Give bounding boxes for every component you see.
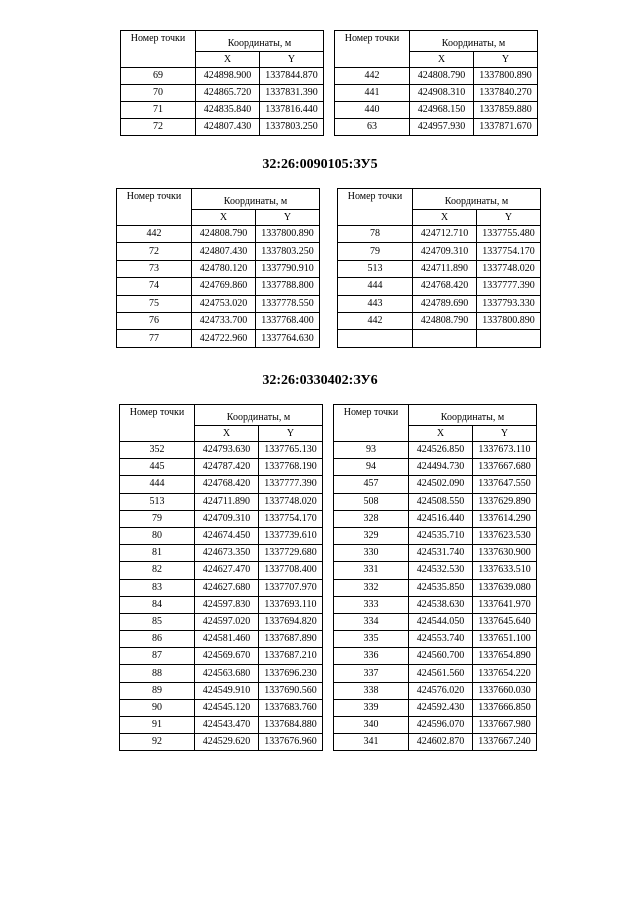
table-row <box>338 330 541 347</box>
cell-point: 75 <box>117 295 192 312</box>
cell-point: 87 <box>120 648 195 665</box>
coordinates-table <box>334 30 538 136</box>
cell-y: 1337777.390 <box>259 476 323 493</box>
table-row <box>121 119 324 136</box>
cell-x: 424535.710 <box>409 527 473 544</box>
table-row <box>335 102 538 119</box>
header-y: Y <box>473 426 537 442</box>
cell-y: 1337614.290 <box>473 510 537 527</box>
cell-x: 424808.790 <box>192 226 256 243</box>
header-y: Y <box>260 52 324 68</box>
cell-point: 63 <box>335 119 410 136</box>
cell-y: 1337755.480 <box>477 226 541 243</box>
table-row <box>120 648 323 665</box>
cell-point: 338 <box>334 682 409 699</box>
table-row <box>334 562 537 579</box>
header-point-number: Номер точки <box>338 189 413 226</box>
cell-x: 424581.460 <box>195 631 259 648</box>
cell-x: 424592.430 <box>409 699 473 716</box>
cell-x: 424627.680 <box>195 579 259 596</box>
cell-y: 1337654.890 <box>473 648 537 665</box>
cell-point: 78 <box>338 226 413 243</box>
cell-y: 1337788.800 <box>256 278 320 295</box>
cell-y: 1337683.760 <box>259 699 323 716</box>
cell-y: 1337687.210 <box>259 648 323 665</box>
table-row <box>120 442 323 459</box>
cell-x: 424769.860 <box>192 278 256 295</box>
header-y: Y <box>259 426 323 442</box>
header-coordinates: Координаты, м <box>195 405 323 426</box>
cell-point: 329 <box>334 527 409 544</box>
cell-point: 86 <box>120 631 195 648</box>
table-row <box>334 510 537 527</box>
cell-x: 424508.550 <box>409 493 473 510</box>
table-row <box>120 562 323 579</box>
header-x: X <box>192 210 256 226</box>
cell-y: 1337800.890 <box>474 68 538 85</box>
cell-point: 341 <box>334 734 409 751</box>
cell-point: 91 <box>120 717 195 734</box>
cell-x: 424535.850 <box>409 579 473 596</box>
cell-point: 72 <box>121 119 196 136</box>
coordinates-table <box>337 188 541 348</box>
cell-y: 1337778.550 <box>256 295 320 312</box>
cell-y: 1337666.850 <box>473 699 537 716</box>
table-row <box>338 260 541 277</box>
cell-point: 71 <box>121 102 196 119</box>
cell-x <box>413 330 477 347</box>
cell-point: 74 <box>117 278 192 295</box>
cell-y: 1337684.880 <box>259 717 323 734</box>
coordinates-table <box>120 30 324 136</box>
cell-y: 1337687.890 <box>259 631 323 648</box>
table-row <box>120 717 323 734</box>
table-row <box>120 527 323 544</box>
cell-point: 334 <box>334 613 409 630</box>
cell-y: 1337690.560 <box>259 682 323 699</box>
cell-y: 1337676.960 <box>259 734 323 751</box>
cell-y: 1337645.640 <box>473 613 537 630</box>
cell-x: 424529.620 <box>195 734 259 751</box>
header-point-number: Номер точки <box>334 405 409 442</box>
coordinates-table <box>119 404 323 751</box>
cell-x: 424709.310 <box>195 510 259 527</box>
cell-point: 445 <box>120 459 195 476</box>
cell-y: 1337803.250 <box>256 243 320 260</box>
cell-point: 331 <box>334 562 409 579</box>
cell-x: 424502.090 <box>409 476 473 493</box>
cell-x: 424908.310 <box>410 85 474 102</box>
cell-x: 424968.150 <box>410 102 474 119</box>
cell-point: 72 <box>117 243 192 260</box>
cell-x: 424722.960 <box>192 330 256 347</box>
cell-y: 1337647.550 <box>473 476 537 493</box>
table-row <box>338 226 541 243</box>
table-row <box>334 665 537 682</box>
cell-point: 332 <box>334 579 409 596</box>
cell-x: 424516.440 <box>409 510 473 527</box>
cell-x: 424768.420 <box>413 278 477 295</box>
cell-x: 424865.720 <box>196 85 260 102</box>
table-row <box>334 648 537 665</box>
cell-point: 508 <box>334 493 409 510</box>
table-row <box>120 545 323 562</box>
table-row <box>120 734 323 751</box>
cell-point: 440 <box>335 102 410 119</box>
cell-y: 1337764.630 <box>256 330 320 347</box>
cell-point: 79 <box>338 243 413 260</box>
cell-point: 513 <box>338 260 413 277</box>
cell-point: 337 <box>334 665 409 682</box>
cell-point: 92 <box>120 734 195 751</box>
cell-y: 1337748.020 <box>477 260 541 277</box>
section-title: 32:26:0330402:ЗУ6 <box>262 373 378 388</box>
cell-x: 424807.430 <box>192 243 256 260</box>
table-row <box>117 330 320 347</box>
cell-y: 1337800.890 <box>256 226 320 243</box>
cell-x: 424543.470 <box>195 717 259 734</box>
table-row <box>121 85 324 102</box>
cell-y: 1337748.020 <box>259 493 323 510</box>
header-y: Y <box>256 210 320 226</box>
cell-point: 90 <box>120 699 195 716</box>
cell-y: 1337859.880 <box>474 102 538 119</box>
cell-y: 1337641.970 <box>473 596 537 613</box>
cell-y: 1337754.170 <box>477 243 541 260</box>
cell-x: 424957.930 <box>410 119 474 136</box>
table-row <box>120 665 323 682</box>
cell-point: 333 <box>334 596 409 613</box>
header-coordinates: Координаты, м <box>413 189 541 210</box>
cell-x: 424789.690 <box>413 295 477 312</box>
cell-x: 424545.120 <box>195 699 259 716</box>
table-row <box>334 579 537 596</box>
table-row <box>338 295 541 312</box>
cell-point: 340 <box>334 717 409 734</box>
cell-x: 424733.700 <box>192 312 256 329</box>
table-row <box>334 493 537 510</box>
cell-point: 457 <box>334 476 409 493</box>
cell-point: 443 <box>338 295 413 312</box>
cell-y: 1337844.870 <box>260 68 324 85</box>
cell-y: 1337667.980 <box>473 717 537 734</box>
cell-point: 89 <box>120 682 195 699</box>
cell-point: 70 <box>121 85 196 102</box>
header-point-number: Номер точки <box>335 31 410 68</box>
cell-x: 424494.730 <box>409 459 473 476</box>
table-row <box>334 682 537 699</box>
cell-x: 424712.710 <box>413 226 477 243</box>
table-row <box>120 510 323 527</box>
cell-y: 1337768.190 <box>259 459 323 476</box>
cell-y: 1337696.230 <box>259 665 323 682</box>
header-point-number: Номер точки <box>117 189 192 226</box>
cell-y: 1337803.250 <box>260 119 324 136</box>
cell-point: 352 <box>120 442 195 459</box>
header-y: Y <box>474 52 538 68</box>
cell-y: 1337667.240 <box>473 734 537 751</box>
table-row <box>120 579 323 596</box>
cell-x: 424576.020 <box>409 682 473 699</box>
cell-y: 1337800.890 <box>477 312 541 329</box>
cell-x: 424808.790 <box>413 312 477 329</box>
header-coordinates: Координаты, м <box>192 189 320 210</box>
cell-y: 1337708.400 <box>259 562 323 579</box>
table-row <box>334 613 537 630</box>
cell-point: 330 <box>334 545 409 562</box>
cell-y: 1337639.080 <box>473 579 537 596</box>
cell-x: 424711.890 <box>413 260 477 277</box>
table-row <box>334 459 537 476</box>
cell-x: 424549.910 <box>195 682 259 699</box>
cell-y: 1337623.530 <box>473 527 537 544</box>
cell-y: 1337777.390 <box>477 278 541 295</box>
header-x: X <box>195 426 259 442</box>
cell-point: 93 <box>334 442 409 459</box>
cell-x: 424560.700 <box>409 648 473 665</box>
cell-y: 1337765.130 <box>259 442 323 459</box>
table-row <box>334 734 537 751</box>
cell-point: 339 <box>334 699 409 716</box>
cell-point: 79 <box>120 510 195 527</box>
header-coordinates: Координаты, м <box>410 31 538 52</box>
cell-point: 80 <box>120 527 195 544</box>
table-row <box>338 312 541 329</box>
table-row <box>120 596 323 613</box>
table-row <box>120 682 323 699</box>
cell-y <box>477 330 541 347</box>
cell-point: 335 <box>334 631 409 648</box>
header-y: Y <box>477 210 541 226</box>
table-row <box>117 295 320 312</box>
table-row <box>334 596 537 613</box>
cell-x: 424780.120 <box>192 260 256 277</box>
table-row <box>338 243 541 260</box>
cell-point: 328 <box>334 510 409 527</box>
cell-y: 1337816.440 <box>260 102 324 119</box>
cell-x: 424569.670 <box>195 648 259 665</box>
cell-point: 77 <box>117 330 192 347</box>
table-row <box>334 442 537 459</box>
cell-point: 82 <box>120 562 195 579</box>
cell-point: 444 <box>120 476 195 493</box>
cell-x: 424596.070 <box>409 717 473 734</box>
cell-y: 1337768.400 <box>256 312 320 329</box>
cell-y: 1337629.890 <box>473 493 537 510</box>
cell-x: 424709.310 <box>413 243 477 260</box>
cell-point: 441 <box>335 85 410 102</box>
cell-point: 513 <box>120 493 195 510</box>
table-row <box>334 527 537 544</box>
section-title: 32:26:0090105:ЗУ5 <box>262 157 378 172</box>
cell-y: 1337707.970 <box>259 579 323 596</box>
cell-point: 81 <box>120 545 195 562</box>
cell-x: 424835.840 <box>196 102 260 119</box>
cell-point: 83 <box>120 579 195 596</box>
cell-y: 1337651.100 <box>473 631 537 648</box>
cell-x: 424538.630 <box>409 596 473 613</box>
header-coordinates: Координаты, м <box>409 405 537 426</box>
cell-x: 424793.630 <box>195 442 259 459</box>
coordinates-table <box>116 188 320 348</box>
cell-x: 424753.020 <box>192 295 256 312</box>
cell-x: 424787.420 <box>195 459 259 476</box>
header-x: X <box>409 426 473 442</box>
header-x: X <box>410 52 474 68</box>
cell-y: 1337840.270 <box>474 85 538 102</box>
header-x: X <box>196 52 260 68</box>
table-row <box>121 68 324 85</box>
cell-x: 424711.890 <box>195 493 259 510</box>
table-row <box>334 631 537 648</box>
cell-x: 424597.020 <box>195 613 259 630</box>
table-row <box>117 226 320 243</box>
cell-y: 1337694.820 <box>259 613 323 630</box>
cell-x: 424808.790 <box>410 68 474 85</box>
cell-x: 424553.740 <box>409 631 473 648</box>
cell-point: 69 <box>121 68 196 85</box>
cell-x: 424563.680 <box>195 665 259 682</box>
cell-x: 424526.850 <box>409 442 473 459</box>
cell-y: 1337654.220 <box>473 665 537 682</box>
table-row <box>117 278 320 295</box>
table-row <box>335 68 538 85</box>
cell-y: 1337793.330 <box>477 295 541 312</box>
table-row <box>120 699 323 716</box>
table-row <box>120 476 323 493</box>
cell-point: 336 <box>334 648 409 665</box>
header-x: X <box>413 210 477 226</box>
header-point-number: Номер точки <box>120 405 195 442</box>
cell-point: 76 <box>117 312 192 329</box>
cell-x: 424898.900 <box>196 68 260 85</box>
cell-y: 1337729.680 <box>259 545 323 562</box>
cell-point: 73 <box>117 260 192 277</box>
header-point-number: Номер точки <box>121 31 196 68</box>
table-row <box>338 278 541 295</box>
cell-point: 442 <box>335 68 410 85</box>
cell-x: 424768.420 <box>195 476 259 493</box>
cell-y: 1337630.900 <box>473 545 537 562</box>
cell-point: 94 <box>334 459 409 476</box>
cell-y: 1337673.110 <box>473 442 537 459</box>
cell-y: 1337871.670 <box>474 119 538 136</box>
cell-x: 424674.450 <box>195 527 259 544</box>
cell-point <box>338 330 413 347</box>
cell-x: 424561.560 <box>409 665 473 682</box>
cell-x: 424531.740 <box>409 545 473 562</box>
table-row <box>117 312 320 329</box>
cell-x: 424673.350 <box>195 545 259 562</box>
table-row <box>335 85 538 102</box>
cell-x: 424627.470 <box>195 562 259 579</box>
cell-point: 444 <box>338 278 413 295</box>
cell-y: 1337633.510 <box>473 562 537 579</box>
coordinates-table <box>333 404 537 751</box>
table-row <box>334 699 537 716</box>
table-row <box>117 243 320 260</box>
table-row <box>120 493 323 510</box>
cell-point: 442 <box>338 312 413 329</box>
table-row <box>335 119 538 136</box>
cell-point: 85 <box>120 613 195 630</box>
cell-y: 1337790.910 <box>256 260 320 277</box>
cell-y: 1337754.170 <box>259 510 323 527</box>
cell-y: 1337831.390 <box>260 85 324 102</box>
cell-y: 1337739.610 <box>259 527 323 544</box>
table-row <box>120 631 323 648</box>
cell-x: 424807.430 <box>196 119 260 136</box>
cell-y: 1337693.110 <box>259 596 323 613</box>
cell-point: 88 <box>120 665 195 682</box>
cell-point: 84 <box>120 596 195 613</box>
cell-x: 424544.050 <box>409 613 473 630</box>
table-row <box>121 102 324 119</box>
cell-x: 424597.830 <box>195 596 259 613</box>
table-row <box>334 545 537 562</box>
cell-y: 1337660.030 <box>473 682 537 699</box>
table-row <box>334 717 537 734</box>
cell-x: 424532.530 <box>409 562 473 579</box>
table-row <box>120 613 323 630</box>
table-row <box>334 476 537 493</box>
header-coordinates: Координаты, м <box>196 31 324 52</box>
table-row <box>117 260 320 277</box>
table-row <box>120 459 323 476</box>
cell-y: 1337667.680 <box>473 459 537 476</box>
cell-x: 424602.870 <box>409 734 473 751</box>
cell-point: 442 <box>117 226 192 243</box>
